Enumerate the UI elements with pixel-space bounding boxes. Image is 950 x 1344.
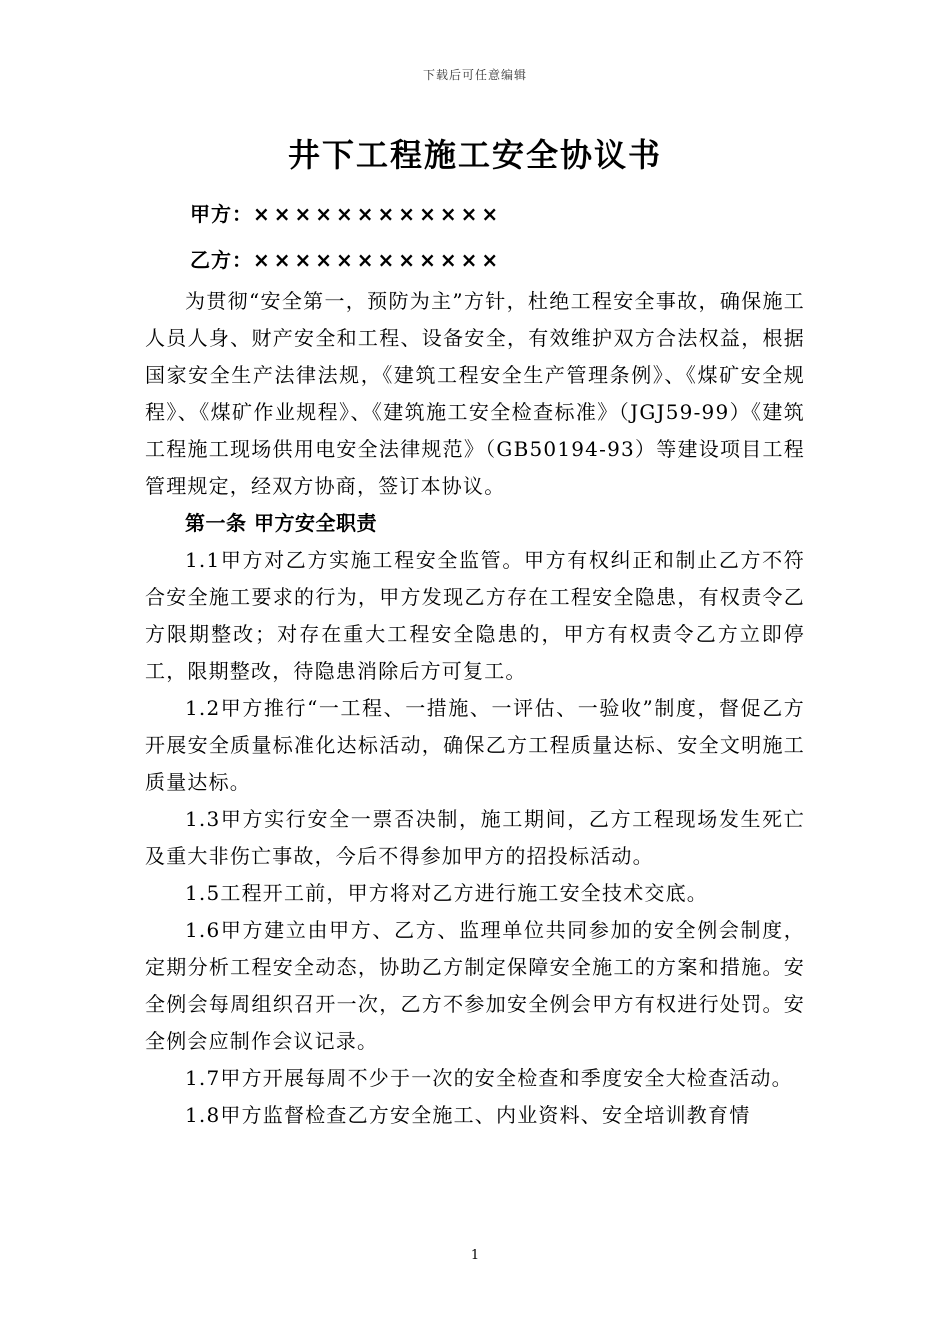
- party-a-line: [190, 198, 502, 227]
- clause-1-5: 1.5工程开工前，甲方将对乙方进行施工安全技术交底。: [185, 881, 709, 905]
- clause-1-2: 1.2甲方推行“一工程、一措施、一评估、一验收”制度，督促乙方开展安全质量标准化达标活动，确保乙方工程质量达标、安全文明施工质量达标。: [145, 696, 805, 794]
- page-header: 下载后可任意编辑: [422, 68, 527, 82]
- page-number: 1: [470, 1248, 480, 1263]
- clause-1-3: 1.3甲方实行安全一票否决制，施工期间，乙方工程现场发生死亡及重大非伤亡事故，今后不得参加甲方的招投标活动。: [145, 807, 805, 868]
- clause-1-6: 1.6甲方建立由甲方、乙方、监理单位共同参加的安全例会制度，定期分析工程安全动态，协助乙方制定保障安全施工的方案和措施。安全例会每周组织召开一次，乙方不参加安全例会甲方有权进行处罚。安全例会应制作会议记录。: [145, 918, 805, 1053]
- document-title: 井下工程施工安全协议书: [287, 136, 662, 174]
- clause-1-8: 1.8甲方监督检查乙方安全施工、内业资料、安全培训教育情: [185, 1103, 751, 1127]
- party-b-label: 乙方：: [190, 248, 253, 272]
- preamble-paragraph: 为贯彻“安全第一，预防为主”方针，杜绝工程安全事故，确保施工人员人身、财产安全和工程、设备安全，有效维护双方合法权益，根据国家安全生产法律法规，《建筑工程安全生产管理条例》、《煤矿安全规程》、《煤矿作业规程》、《建筑施工安全检查标准》（JGJ59-99）《建筑工程施工现场供用电安全法律规范》（GB50194-93）等建设项目工程管理规定，经双方协商，签订本协议。: [145, 289, 805, 498]
- party-b-line: [190, 244, 502, 273]
- party-b-value: ××××××××××××: [253, 248, 503, 272]
- party-a-value: ××××××××××××: [253, 202, 503, 226]
- article-1-heading: 第一条 甲方安全职责: [185, 511, 377, 535]
- clause-1-1: 1.1甲方对乙方实施工程安全监管。甲方有权纠正和制止乙方不符合安全施工要求的行为，甲方发现乙方存在工程安全隐患，有权责令乙方限期整改；对存在重大工程安全隐患的，甲方有权责令乙方立即停工，限期整改，待隐患消除后方可复工。: [145, 548, 805, 683]
- clause-1-7: 1.7甲方开展每周不少于一次的安全检查和季度安全大检查活动。: [185, 1066, 793, 1090]
- document-body: [145, 283, 805, 1134]
- party-a-label: 甲方：: [190, 202, 253, 226]
